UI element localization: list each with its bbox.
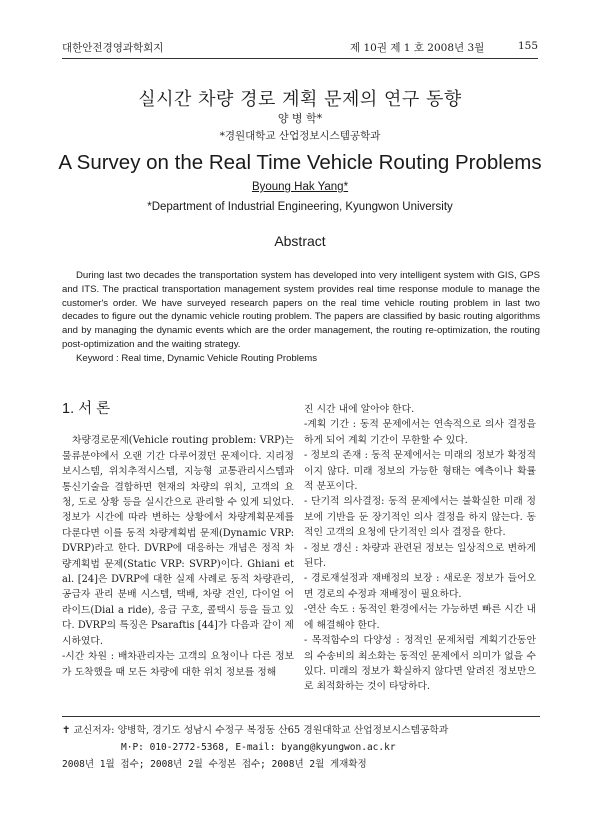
english-affiliation: *Department of Industrial Engineering, Kyungwon University — [147, 201, 453, 213]
list-item: -연산 속도 : 동적인 환경에서는 가능하면 빠른 시간 내에 해결해야 한다. — [304, 604, 536, 631]
submission-dates: 2008년 1월 접수; 2008년 2월 수정본 접수; 2008년 2월 게재확정 — [62, 759, 367, 770]
abstract — [62, 269, 540, 366]
left-column — [62, 402, 294, 680]
introduction-paragraph: 차량경로문제(Vehicle routing problem: VRP)는 물류분야에서 오랜 기간 다루어졌던 문제이다. 지리정보시스템, 위치추적시스템, 지능형 교통관리시스템과 통신기술을 결합하면 현재의 차량의 위치, 고객의 요청, 도로 상황 등을 실시간으로 관리할 수 있게 되었다. 정보가 시간에 따라 변하는 상황에서 차량계획문제를 다룬다면 이를 동적 차량계획법 문제(Dynamic VRP: DVRP)라고 한다. DVRP에 대응하는 개념은 정적 차량계획법 문제(Static VRP: SVRP)이다. Ghiani et al. [24]은 DVRP에 대한 실제 사례로 동적 차량관리, 공급자 관리 분배 시스템, 택배, 차량 견인, 다이얼 어 라이드(Dial a ride), 응급 구호, 콜택시 등을 들고 있다. DVRP의 특징은 Psaraftis [44]가 다음과 같이 제시하였다. — [62, 435, 294, 647]
korean-title: 실시간 차량 경로 계획 문제의 연구 동향 — [138, 89, 462, 110]
list-item: -시간 차원 : 배차관리자는 고객의 요청이나 다른 정보가 도착했을 때 모든 차량에 대한 위치 정보를 정해 — [62, 651, 294, 678]
list-item: - 경로재설정과 재배정의 보장 : 새로운 정보가 들어오면 경로의 수정과 재배정이 필요하다. — [304, 573, 536, 600]
list-item: - 목적함수의 다양성 : 정적인 문제처럼 계획기간동안의 수송비의 최소화는 동적인 문제에서 의미가 없을 수 있다. 미래의 정보가 확실하지 않다면 알려진 정보만으로 최적화하는 것이 타당하다. — [304, 635, 536, 693]
list-item: -계획 기간 : 동적 문제에서는 연속적으로 의사 결정을 하게 되어 계획 기간이 무한할 수 있다. — [304, 419, 536, 446]
running-header — [62, 40, 538, 59]
list-item: - 정보 갱신 : 차량과 관련된 정보는 일상적으로 변하게 된다. — [304, 542, 536, 570]
footnote — [62, 716, 540, 773]
page-number: 155 — [517, 40, 538, 52]
section-heading: 1. 서 론 — [62, 401, 111, 417]
corresponding-author: ✝ 교신저자: 양병학, 경기도 성남시 수정구 복정동 산65 경원대학교 산업정보시스템공학과 — [62, 725, 449, 736]
english-title: A Survey on the Real Time Vehicle Routing Problems — [58, 151, 542, 174]
abstract-text: During last two decades the transportation system has developed into very intelligent system with GIS, GPS and ITS. The practical transportation management system provides real time response module to manage the customer's order. We have surveyed research papers on the real time vehicle routing problem in last two decades to figure out the dynamic vehicle routing problem. The papers are classified by basic routing algorithms and by managing the dynamic events which are the order management, the routing re-optimization, the routing post-optimization and the waiting strategy. — [62, 270, 540, 350]
contact-info: M·P: 010-2772-5368, E-mail: byang@kyungwon.ac.kr — [121, 742, 396, 753]
korean-author: 양 병 학* — [277, 112, 323, 125]
keywords: Keyword : Real time, Dynamic Vehicle Routing Problems — [76, 352, 318, 364]
english-author: Byoung Hak Yang* — [251, 181, 349, 193]
list-item: 진 시간 내에 알아야 한다. — [304, 404, 415, 415]
list-item: - 정보의 존재 : 동적 문제에서는 미래의 정보가 확정적이지 않다. 미래 정보의 가능한 형태는 예측이나 확률적 분포이다. — [304, 450, 536, 493]
list-item: - 단기적 의사결정: 동적 문제에서는 불확실한 미래 정보에 기반을 둔 장기적인 의사 결정을 하지 않는다. 동적인 고객의 요청에 단기적인 의사 결정을 한다. — [304, 496, 536, 539]
abstract-heading: Abstract — [274, 233, 326, 249]
right-column — [304, 402, 536, 695]
issue-info: 제 10권 제 1 호 2008년 3월 — [350, 42, 485, 54]
korean-affiliation: *경원대학교 산업정보시스템공학과 — [219, 130, 381, 142]
journal-name: 대한안전경영과학회지 — [62, 42, 164, 54]
